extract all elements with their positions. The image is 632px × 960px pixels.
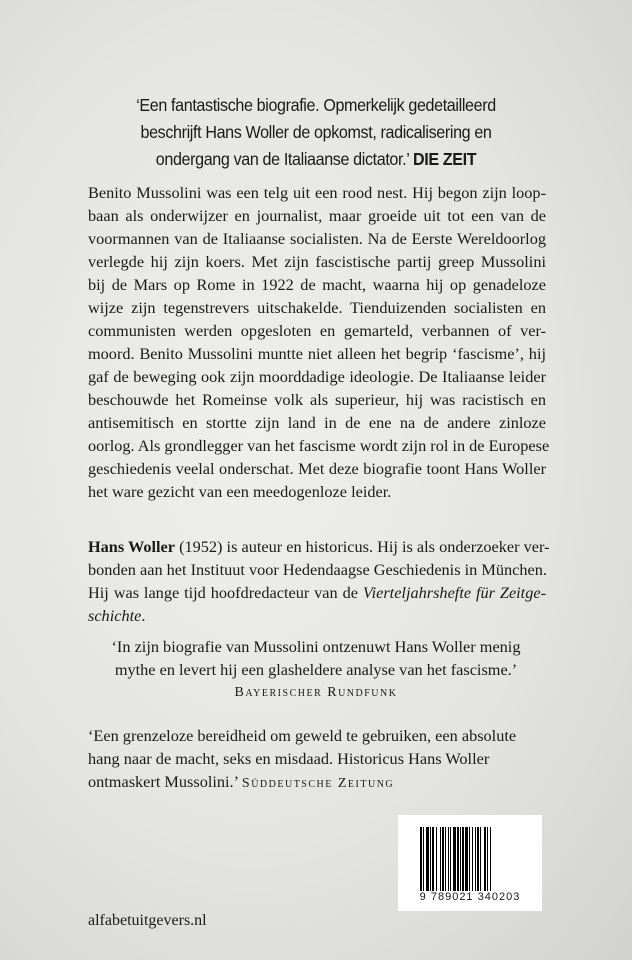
description-line: antisemitisch en stortte zijn land in de ene na de andere zinloze — [88, 413, 546, 432]
journal-title: Vierteljahrshefte für Zeitge- — [362, 583, 546, 602]
description-line: voormannen van de Italiaanse socialisten. Na de Eerste Wereldoorlog — [88, 229, 546, 248]
description-line: verlegde hij zijn koers. Met zijn fascistische partij greep Mussolini — [88, 252, 546, 271]
description-line: beschouwde het Romeinse volk als superieur, hij was racistisch en — [88, 390, 546, 409]
quote-line: beschrijft Hans Woller de opkomst, radicalisering en — [140, 122, 492, 142]
description-line: Benito Mussolini was een telg uit een rood nest. Hij begon zijn loop- — [88, 183, 546, 202]
bio-text: bonden aan het Instituut voor Hedendaagse Geschiedenis in München. — [88, 560, 547, 579]
quote-source: Süddeutsche Zeitung — [241, 776, 395, 791]
journal-title: schichte — [88, 606, 142, 625]
book-description — [88, 181, 550, 503]
description-line: oorlog. Als grondlegger van het fascisme wordt zijn rol in de Europese — [88, 436, 550, 455]
description-line: moord. Benito Mussolini muntte niet alleen het begrip ‘fascisme’, hij — [88, 344, 546, 363]
publisher-website: alfabetuitgevers.nl — [88, 912, 207, 929]
description-line: baan als onderwijzer en journalist, maar groeide uit tot een van de — [88, 206, 546, 225]
barcode-bars — [420, 827, 522, 893]
quote-line: ontmaskert Mussolini.’ — [88, 772, 238, 791]
barcode-bar — [491, 827, 492, 899]
review-quote-2 — [60, 635, 572, 704]
author-name: Hans Woller — [88, 537, 175, 556]
quote-source: Bayerischer Rundfunk — [234, 685, 398, 700]
bio-text: (1952) is auteur en historicus. Hij is als onderzoeker ver- — [175, 537, 550, 556]
isbn-digits: 9 789021 340203 — [398, 891, 542, 903]
description-line: geschiedenis veelal onderschat. Met deze biografie toont Hans Woller — [88, 459, 546, 478]
quote-line: ‘Een grenzeloze bereidheid om geweld te gebruiken, een absolute — [88, 726, 517, 745]
bio-text: Hij was lange tijd hoofdredacteur van de — [88, 583, 363, 602]
quote-source: DIE ZEIT — [412, 149, 477, 169]
quote-line: ‘Een fantastische biografie. Opmerkelijk gedetailleerd — [136, 95, 496, 115]
description-line: wijze zijn tegenstrevers uitschakelde. Tienduizenden socialisten en — [88, 298, 546, 317]
description-line: communisten werden opgesloten en gemarteld, verbannen of ver- — [88, 321, 546, 340]
quote-line: hang naar de macht, seks en misdaad. Historicus Hans Woller — [88, 749, 490, 768]
quote-line: ondergang van de Italiaanse dictator.’ — [155, 149, 409, 169]
description-line: gaf de beweging ook zijn moorddadige ideologie. De Italiaanse leider — [88, 367, 546, 386]
description-line: bij de Mars op Rome in 1922 de macht, waarna hij op genadeloze — [88, 275, 546, 294]
isbn-barcode — [398, 815, 542, 911]
description-line: het ware gezicht van een meedogenloze leider. — [88, 482, 392, 501]
review-quote-3 — [88, 724, 546, 795]
bio-text: . — [141, 606, 146, 625]
quote-line: mythe en levert hij een glasheldere analyse van het fascisme.’ — [114, 660, 518, 679]
author-bio — [88, 535, 550, 627]
top-review-quote — [80, 92, 551, 173]
quote-line: ‘In zijn biografie van Mussolini ontzenuwt Hans Woller menig — [111, 637, 521, 656]
